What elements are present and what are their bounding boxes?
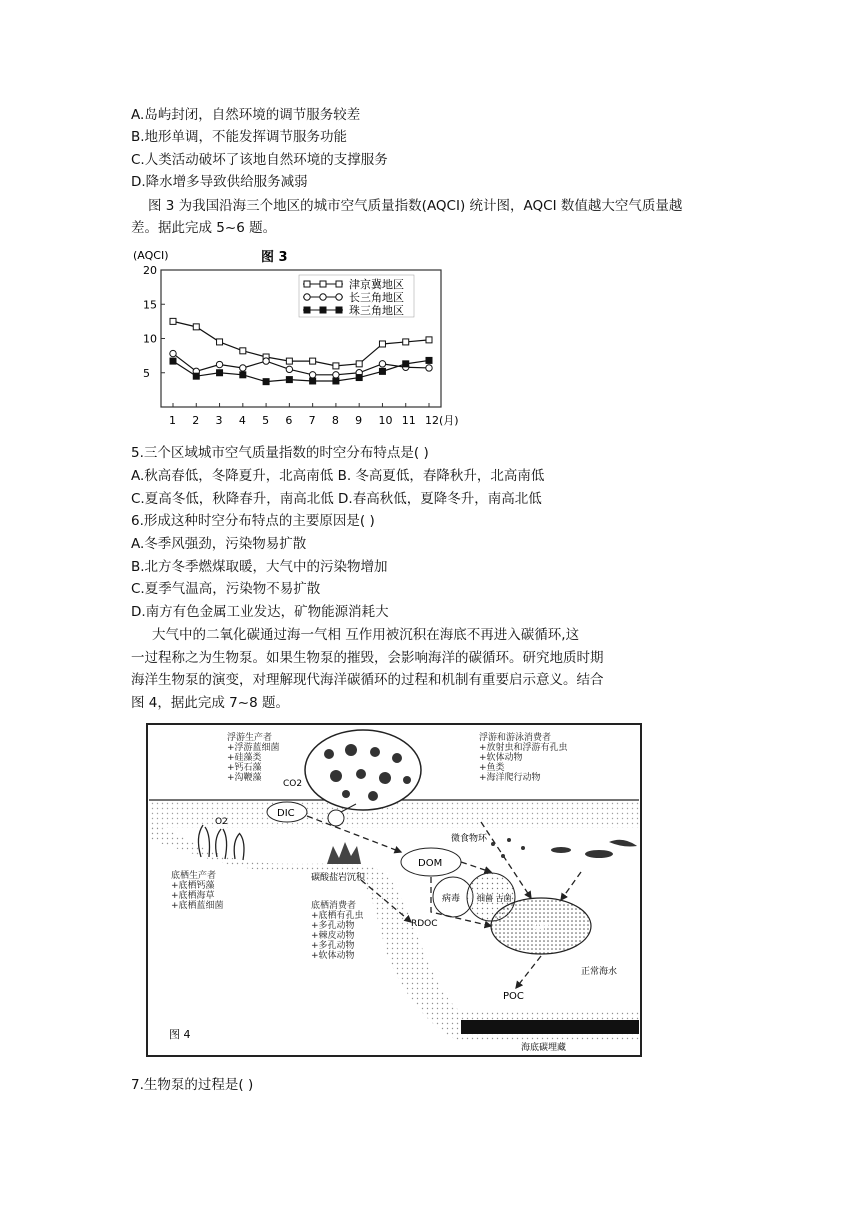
data-point-series-1 <box>333 363 339 369</box>
svg-text:+底栖蓝细菌: +底栖蓝细菌 <box>171 901 224 911</box>
bacteria-label: 细菌 古菌 <box>477 894 512 903</box>
dom-label: DOM <box>418 858 443 869</box>
data-point-series-2 <box>286 366 292 372</box>
q7-stem: 7.生物泵的过程是( ) <box>131 1077 254 1093</box>
legend-label: 珠三角地区 <box>349 304 404 317</box>
svg-text:+鱼类: +鱼类 <box>479 763 505 773</box>
data-point-series-1 <box>240 348 246 354</box>
fig3-intro-line-2: 差。据此完成 5~6 题。 <box>131 220 277 236</box>
chart-title: 图 3 <box>261 250 288 265</box>
q4-option-c: C.人类活动破坏了该地自然环境的支撑服务 <box>131 152 388 168</box>
data-point-series-1 <box>170 318 176 324</box>
legend-label: 长三角地区 <box>349 291 404 304</box>
y-axis-label: (AQCI) <box>133 249 169 262</box>
virus-label: 病毒 <box>442 894 461 904</box>
o2-label: O2 <box>215 817 228 827</box>
svg-text:+硅藻类: +硅藻类 <box>227 753 262 763</box>
q6-option-a: A.冬季风强劲，污染物易扩散 <box>131 536 307 552</box>
legend-marker <box>304 281 310 287</box>
q4-option-d: D.降水增多导致供给服务减弱 <box>131 174 308 190</box>
carbonate-label: 碳酸盐岩沉积 <box>311 873 366 883</box>
q6-option-c: C.夏季气温高，污染物不易扩散 <box>131 581 321 597</box>
data-point-series-3 <box>310 378 316 384</box>
q5-option-ab: A.秋高春低，冬降夏升，北高南低 B. 冬高夏低，春降秋升，北高南低 <box>131 468 545 484</box>
x-tick-label: 7 <box>308 414 316 427</box>
y-tick-label: 15 <box>143 298 157 312</box>
legend-marker <box>320 307 326 313</box>
normal-sea-label: 正常海水 <box>581 967 618 977</box>
q4-option-a: A.岛屿封闭，自然环境的调节服务较差 <box>131 107 361 123</box>
biological-pump-diagram <box>131 712 671 1067</box>
legend-label: 津京冀地区 <box>349 278 404 291</box>
q6-stem: 6.形成这种时空分布特点的主要原因是( ) <box>131 513 375 529</box>
svg-text:底栖消费者: 底栖消费者 <box>311 901 357 911</box>
fig4-label: 图 4 <box>169 1028 191 1041</box>
x-tick-label: 4 <box>238 414 246 427</box>
svg-text:+软体动物: +软体动物 <box>311 951 355 961</box>
x-tick-label: 9 <box>355 414 363 427</box>
data-point-series-1 <box>426 337 432 343</box>
x-tick-label: 1 <box>169 414 176 427</box>
legend-marker <box>320 281 326 287</box>
series-line-1 <box>173 321 429 366</box>
svg-text:浮游和游泳消费者: 浮游和游泳消费者 <box>479 733 552 743</box>
rdoc-label: RDOC <box>411 919 438 929</box>
microbial-loop-label: 微食物环 <box>451 834 488 844</box>
svg-text:+软体动物: +软体动物 <box>479 753 523 763</box>
svg-text:+多孔动物: +多孔动物 <box>311 941 355 951</box>
legend-marker <box>336 294 342 300</box>
data-point-series-2 <box>309 372 315 378</box>
fig4-intro-line-4: 图 4，据此完成 7~8 题。 <box>131 695 289 711</box>
x-tick-label: 2 <box>192 414 200 427</box>
data-point-series-1 <box>217 339 223 345</box>
data-point-series-3 <box>379 368 385 374</box>
svg-text:+多孔动物: +多孔动物 <box>311 921 355 931</box>
data-point-series-1 <box>403 339 409 345</box>
data-point-series-3 <box>333 378 339 384</box>
data-point-series-3 <box>263 379 269 385</box>
co2-label: CO2 <box>283 779 303 789</box>
svg-text:+底栖有孔虫: +底栖有孔虫 <box>311 911 364 921</box>
poc-label: POC <box>503 991 524 1002</box>
legend-marker <box>304 294 310 300</box>
x-tick-label: 3 <box>215 414 223 427</box>
fig4-intro-line-1: 大气中的二氧化碳通过海一气相 互作用被沉积在海底不再进入碳循环,这 <box>152 627 580 643</box>
dic-label: DIC <box>277 808 295 819</box>
x-tick-label: 11 <box>401 414 416 427</box>
data-point-series-3 <box>403 361 409 367</box>
data-point-series-2 <box>333 372 339 378</box>
data-point-series-3 <box>286 377 292 383</box>
series-line-2 <box>173 354 429 375</box>
data-point-series-3 <box>240 372 246 378</box>
svg-text:+棘皮动物: +棘皮动物 <box>311 931 355 941</box>
bubble-tail <box>328 810 344 826</box>
q6-option-b: B.北方冬季燃煤取暖，大气中的污染物增加 <box>131 559 388 575</box>
svg-text:+放射虫和浮游有孔虫: +放射虫和浮游有孔虫 <box>479 743 568 753</box>
x-tick-label: 8 <box>331 414 339 427</box>
data-point-series-3 <box>193 373 199 379</box>
fig4-intro-line-2: 一过程称之为生物泵。如果生物泵的摧毁，会影响海洋的碳循环。研究地质时期 <box>131 650 604 666</box>
x-tick-label: 10 <box>378 414 393 427</box>
x-tick-label: 5 <box>262 414 270 427</box>
svg-text:+底栖钙藻: +底栖钙藻 <box>171 881 215 891</box>
data-point-series-2 <box>216 361 222 367</box>
svg-text:+海洋爬行动物: +海洋爬行动物 <box>479 773 541 783</box>
pom-label: POM <box>528 922 551 933</box>
sediment-layer <box>461 1020 639 1034</box>
data-point-series-1 <box>193 324 199 330</box>
series-line-3 <box>173 360 429 381</box>
fig4-intro-line-3: 海洋生物泵的演变，对理解现代海洋碳循环的过程和机制有重要启示意义。结合 <box>131 672 604 688</box>
data-point-series-2 <box>379 361 385 367</box>
svg-text:底栖生产者: 底栖生产者 <box>171 871 217 881</box>
data-point-series-3 <box>217 370 223 376</box>
x-tick-label: 12(月) <box>425 414 459 427</box>
q5-option-cd: C.夏高冬低，秋降春升，南高北低 D.春高秋低，夏降冬升，南高北低 <box>131 491 542 507</box>
svg-text:+底栖海草: +底栖海草 <box>171 891 215 901</box>
y-tick-label: 10 <box>143 332 157 346</box>
legend-marker <box>336 307 342 313</box>
data-point-series-1 <box>310 358 316 364</box>
data-point-series-2 <box>263 358 269 364</box>
y-tick-label: 20 <box>143 264 157 277</box>
data-point-series-3 <box>170 358 176 364</box>
data-point-series-3 <box>356 375 362 381</box>
legend-marker <box>320 294 326 300</box>
q5-stem: 5.三个区域城市空气质量指数的时空分布特点是( ) <box>131 445 429 461</box>
aqci-chart <box>131 243 471 433</box>
data-point-series-2 <box>426 365 432 371</box>
data-point-series-1 <box>286 358 292 364</box>
y-tick-label: 5 <box>143 366 150 380</box>
svg-text:+钙石藻: +钙石藻 <box>227 763 262 773</box>
svg-text:+浮游蓝细菌: +浮游蓝细菌 <box>227 743 280 753</box>
data-point-series-1 <box>356 361 362 367</box>
x-tick-label: 6 <box>285 414 293 427</box>
q6-option-d: D.南方有色金属工业发达，矿物能源消耗大 <box>131 604 389 620</box>
q4-option-b: B.地形单调，不能发挥调节服务功能 <box>131 129 348 145</box>
data-point-series-2 <box>240 365 246 371</box>
legend-marker <box>304 307 310 313</box>
data-point-series-2 <box>170 350 176 356</box>
data-point-series-1 <box>379 341 385 347</box>
svg-text:+沟鞭藻: +沟鞭藻 <box>227 773 262 783</box>
svg-text:浮游生产者: 浮游生产者 <box>227 733 273 743</box>
legend-marker <box>336 281 342 287</box>
sediment-label: 海底碳埋藏 <box>521 1043 567 1053</box>
fig3-intro-line-1: 图 3 为我国沿海三个地区的城市空气质量指数(AQCI) 统计图，AQCI 数值越大空气质量越 <box>148 198 683 214</box>
data-point-series-3 <box>426 357 432 363</box>
